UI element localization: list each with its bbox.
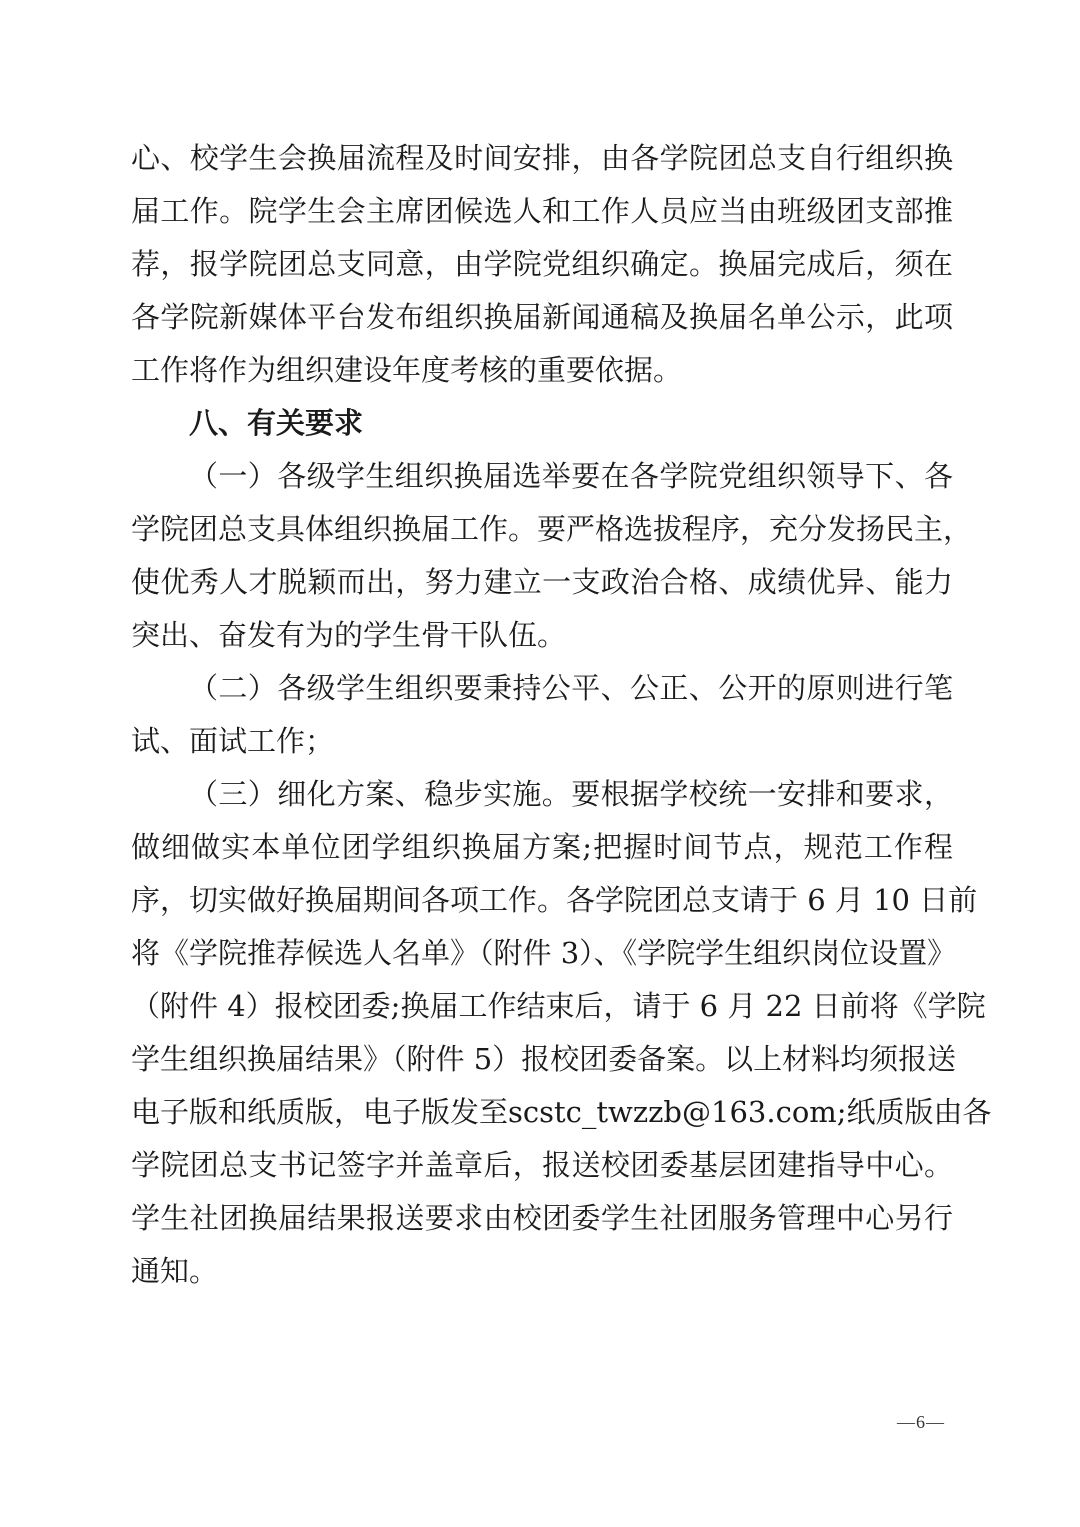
paragraph-line: （一）各级学生组织换届选举要在各学院党组织领导下、各 — [189, 459, 953, 493]
paragraph-line: 做细做实本单位团学组织换届方案;把握时间节点，规范工作程 — [131, 830, 953, 864]
paragraph-line: 通知。 — [131, 1254, 219, 1288]
paragraph-line: （附件 4）报校团委;换届工作结束后，请于 6 月 22 日前将《学院 — [131, 989, 986, 1023]
paragraph-line: （三）细化方案、稳步实施。要根据学校统一安排和要求， — [189, 777, 953, 811]
paragraph-line: 届工作。院学生会主席团候选人和工作人员应当由班级团支部推 — [131, 194, 953, 228]
paragraph-line: 荐，报学院团总支同意，由学院党组织确定。换届完成后，须在 — [131, 247, 953, 281]
paragraph-line: 电子版和纸质版，电子版发至scstc_twzzb@163.com;纸质版由各 — [131, 1095, 992, 1129]
paragraph-line: 使优秀人才脱颖而出，努力建立一支政治合格、成绩优异、能力 — [131, 565, 953, 599]
paragraph-line: 学生社团换届结果报送要求由校团委学生社团服务管理中心另行 — [131, 1201, 953, 1235]
page-number: —6— — [897, 1412, 945, 1432]
paragraph-line: 工作将作为组织建设年度考核的重要依据。 — [131, 353, 683, 387]
paragraph-line: 将《学院推荐候选人名单》（附件 3）、《学院学生组织岗位设置》 — [131, 936, 957, 970]
paragraph-line: 心、校学生会换届流程及时间安排，由各学院团总支自行组织换 — [131, 141, 953, 175]
section-heading: 八、有关要求 — [189, 406, 364, 440]
paragraph-line: 学院团总支具体组织换届工作。要严格选拔程序，充分发扬民主， — [131, 512, 973, 546]
paragraph-line: 学院团总支书记签字并盖章后，报送校团委基层团建指导中心。 — [131, 1148, 953, 1182]
paragraph-line: 试、面试工作； — [131, 724, 335, 758]
document-body — [131, 132, 992, 1298]
paragraph-line: 学生组织换届结果》（附件 5）报校团委备案。以上材料均须报送 — [131, 1042, 957, 1076]
paragraph-line: 序，切实做好换届期间各项工作。各学院团总支请于 6 月 10 日前 — [131, 883, 978, 917]
paragraph-line: 各学院新媒体平台发布组织换届新闻通稿及换届名单公示，此项 — [131, 300, 953, 334]
paragraph-line: （二）各级学生组织要秉持公平、公正、公开的原则进行笔 — [189, 671, 953, 705]
paragraph-line: 突出、奋发有为的学生骨干队伍。 — [131, 618, 567, 652]
